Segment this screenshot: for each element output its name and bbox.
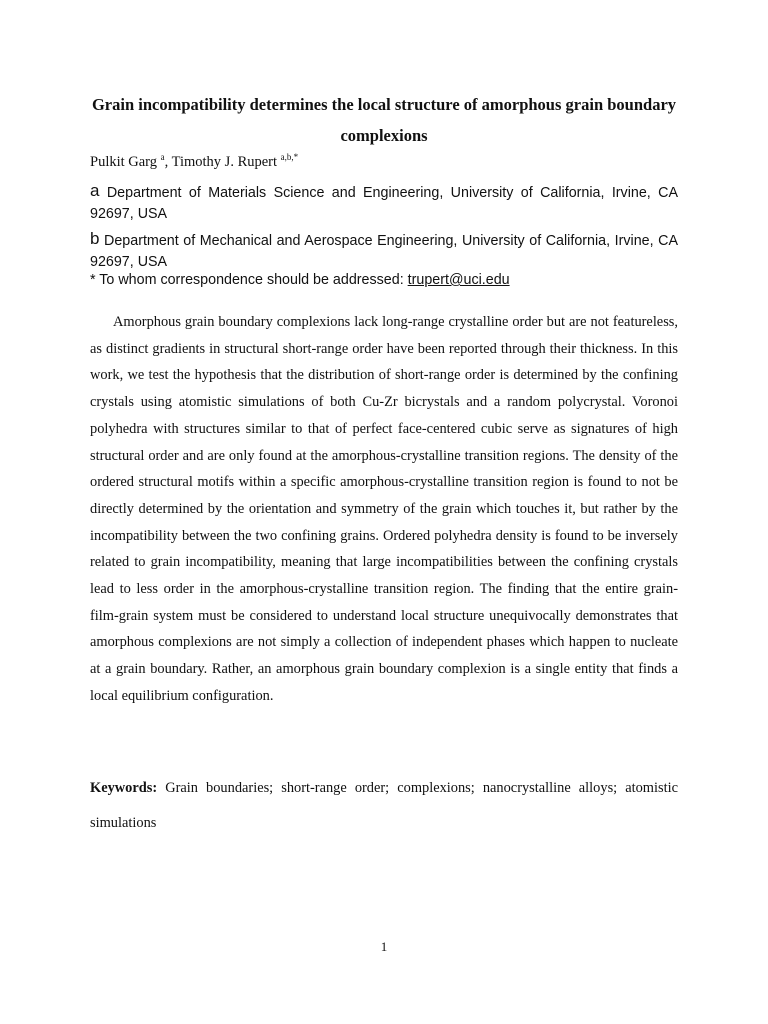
correspondence-note bbox=[90, 271, 678, 289]
affiliation-a bbox=[90, 180, 678, 225]
affiliation-b bbox=[90, 228, 678, 273]
keywords-text: Grain boundaries; short-range order; complexions; nanocrystalline alloys; atomistic simulations bbox=[90, 780, 678, 831]
abstract: Amorphous grain boundary complexions lack long-range crystalline order but are not featureless, as distinct gradients in structural short-range order have been reported through their thickness. In this work, we test the hypothesis that the distribution of short-range order is determined by the confining crystals using atomistic simulations of both Cu-Zr bicrystals and a random polycrystal. Voronoi polyhedra with structures similar to that of perfect face-centered cubic serve as signatures of high structural order and are only found at the amorphous-crystalline transition regions. The density of the ordered structural motifs within a specific amorphous-crystalline transition region is found to not be directly determined by the orientation and symmetry of the grain which touches it, but rather by the incompatibility between the two confining grains. Ordered polyhedra density is found to be inversely related to grain incompatibility, meaning that large incompatibilities between the confining crystals lead to less order in the amorphous-crystalline transition region. The finding that the entire grain-film-grain system must be considered to understand local structure unequivocally demonstrates that amorphous complexions are not simply a collection of independent phases which happen to nucleate at a grain boundary. Rather, an amorphous grain boundary complexion is a single entity that finds a local equilibrium configuration. bbox=[90, 314, 678, 704]
page-number: 1 bbox=[380, 939, 388, 954]
keywords-label: Keywords: bbox=[90, 780, 158, 796]
author-name: Timothy J. Rupert bbox=[171, 154, 278, 170]
affiliation-text: Department of Materials Science and Engineering, University of California, Irvine, CA 92697, USA bbox=[90, 185, 678, 222]
correspondence-prefix: * To whom correspondence should be addressed: bbox=[90, 272, 408, 288]
affiliation-mark: b bbox=[90, 229, 100, 248]
affiliation-mark: a bbox=[90, 181, 100, 200]
author-list bbox=[90, 153, 690, 171]
paper-title: Grain incompatibility determines the local structure of amorphous grain boundary complexions bbox=[91, 95, 677, 145]
author-separator: , bbox=[164, 154, 172, 170]
email-link[interactable]: trupert@uci.edu bbox=[407, 272, 510, 288]
author-name: Pulkit Garg bbox=[90, 154, 157, 170]
keywords bbox=[90, 771, 678, 841]
affiliation-text: Department of Mechanical and Aerospace Engineering, University of California, Irvine, CA 92697, USA bbox=[90, 233, 678, 270]
author-affiliation-mark: a bbox=[160, 152, 165, 162]
author-affiliation-mark: a,b,* bbox=[280, 152, 299, 162]
